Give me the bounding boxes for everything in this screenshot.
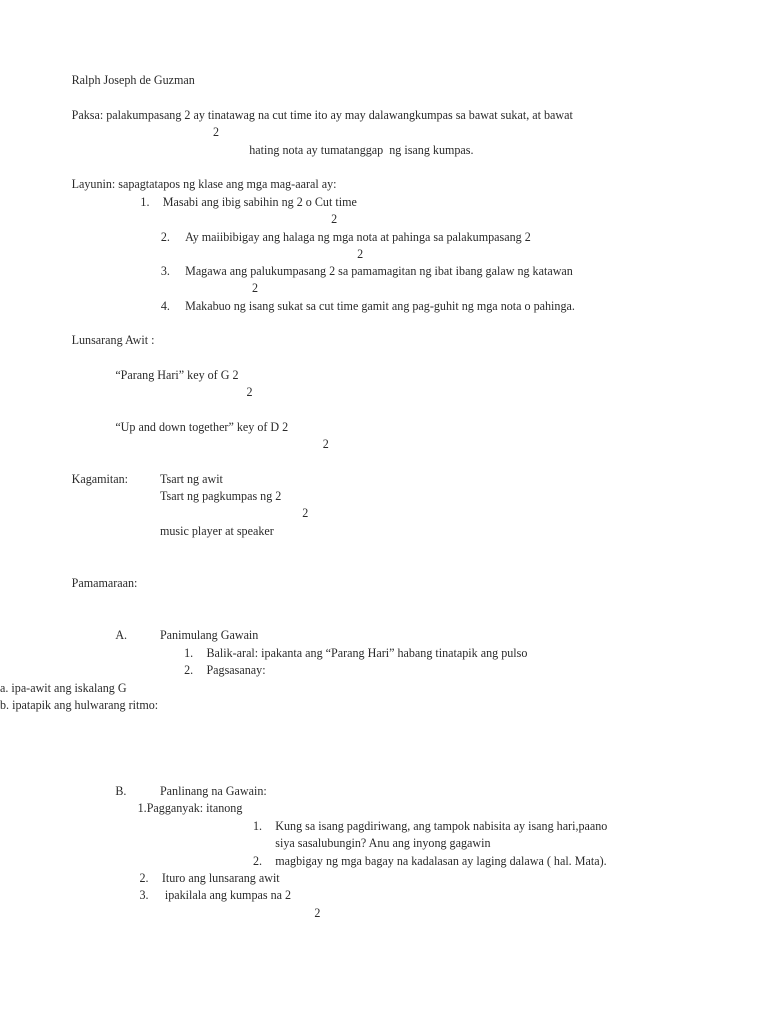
section-a-title: Panimulang Gawain: [159, 627, 259, 642]
question-2-text: magbigay ng mga bagay na kadalasan ay laging dalawa ( hal. Mata).: [275, 853, 607, 868]
section-b-item-3-number: 3.: [139, 887, 149, 902]
pagganyak-label: 1.Pagganyak: itanong: [137, 800, 243, 815]
layunin-item-3-text: Magawa ang palukumpasang 2 sa pamamagitan ng ibat ibang galaw ng katawan: [185, 263, 573, 278]
author-name: Ralph Joseph de Guzman: [71, 72, 195, 87]
kagamitan-item-1: Tsart ng awit: [159, 471, 223, 486]
pamamaraan-heading: Pamamaraan:: [71, 575, 138, 590]
paksa-denominator: 2: [212, 124, 220, 139]
layunin-item-1-number: 1.: [140, 194, 150, 209]
section-b-item-2-number: 2.: [139, 870, 149, 885]
question-1-number: 1.: [252, 818, 263, 833]
section-b-letter: B.: [115, 783, 127, 798]
section-a-item-2-text: Pagsasanay:: [206, 662, 266, 677]
section-b-item-3-text: ipakilala ang kumpas na 2: [161, 887, 292, 902]
kagamitan-item-2: Tsart ng pagkumpas ng 2: [159, 488, 282, 503]
song-2: “Up and down together” key of D 2: [115, 419, 289, 434]
layunin-heading: Layunin: sapagtatapos ng klase ang mga mag-aaral ay:: [71, 176, 337, 191]
kagamitan-label: Kagamitan:: [71, 471, 129, 486]
layunin-item-1-denominator: 2: [331, 211, 338, 226]
section-a-item-2-number: 2.: [184, 662, 194, 677]
song-2-denominator: 2: [322, 436, 329, 451]
question-1-text: Kung sa isang pagdiriwang, ang tampok nabisita ay isang hari,paano: [275, 818, 608, 833]
section-a-subitem-b: b. ipatapik ang hulwarang ritmo:: [0, 697, 159, 712]
question-1-text-continued: siya sasalubungin? Anu ang inyong gagawin: [275, 835, 491, 850]
layunin-item-4-text: Makabuo ng isang sukat sa cut time gamit ang pag-guhit ng mga nota o pahinga.: [185, 298, 575, 313]
kagamitan-item-2-denominator: 2: [302, 505, 309, 520]
song-1-denominator: 2: [246, 384, 253, 399]
layunin-item-3-denominator: 2: [252, 280, 259, 295]
layunin-item-4-number: 4.: [160, 298, 170, 313]
song-1: “Parang Hari” key of G 2: [115, 367, 239, 382]
lunsarang-heading: Lunsarang Awit :: [71, 332, 155, 347]
section-b-item-2-text: Ituro ang lunsarang awit: [161, 870, 280, 885]
section-a-letter: A.: [115, 627, 128, 642]
section-a-subitem-a: a. ipa-awit ang iskalang G: [0, 680, 127, 695]
section-a-item-1-number: 1.: [184, 645, 194, 660]
paksa-line-1: Paksa: palakumpasang 2 ay tinatawag na cut time ito ay may dalawangkumpas sa bawat sukat, at bawat: [71, 107, 573, 122]
layunin-item-2-denominator: 2: [357, 246, 364, 261]
layunin-item-1-text: Masabi ang ibig sabihin ng 2 o Cut time: [162, 194, 357, 209]
paksa-line-2: hating nota ay tumatanggap ng isang kumpas.: [249, 142, 474, 157]
layunin-item-3-number: 3.: [160, 263, 170, 278]
section-b-title: Panlinang na Gawain:: [159, 783, 267, 798]
section-b-item-3-denominator: 2: [314, 905, 321, 920]
kagamitan-item-3: music player at speaker: [159, 523, 274, 538]
question-2-number: 2.: [252, 853, 263, 868]
layunin-item-2-number: 2.: [160, 229, 170, 244]
layunin-item-2-text: Ay maiibibigay ang halaga ng mga nota at pahinga sa palakumpasang 2: [185, 229, 531, 244]
section-a-item-1-text: Balik-aral: ipakanta ang “Parang Hari” habang tinatapik ang pulso: [206, 645, 528, 660]
